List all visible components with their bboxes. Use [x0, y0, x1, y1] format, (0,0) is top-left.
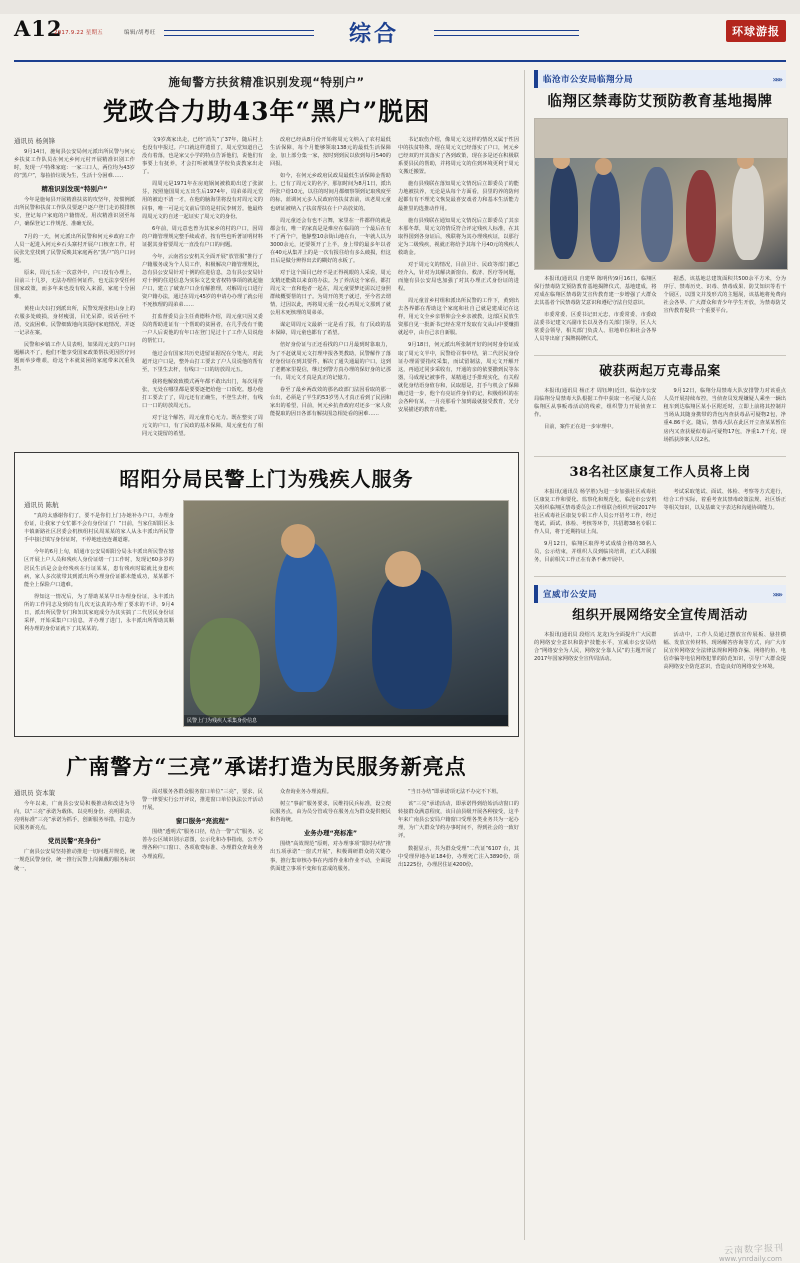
lead-article-columns: [14, 136, 519, 442]
feature-photo: [183, 500, 509, 727]
feature-article: [14, 452, 519, 737]
paragraph: 围绕“高效规范”原则，对办理事项“限时办结”推出五项承诺”一窗式开展”，积极调研群众的关键办事，推行集审核办事在内部作业和作业不动，全面提供面建立事项不变和有意成的服务。: [270, 841, 391, 872]
rule-right: [434, 30, 579, 36]
paragraph: 周元童首乡村组和派出所民警的工作下，黄到出去各界都在帮助这个家庭和社自己就是建成记在这样，用元文全乡亲帮仰会全乡亲被教，这部区民放生资那自见一批新书已经在常开发取有文从山中要赚捐就起中，由自己亲自新服。: [398, 298, 519, 337]
paragraph: 该“三亮”承诺活动，即承诺得到给始活动窗口的转接群众满意程度，该目前县级开展各种接受，这半年来广南县公安局户籍窗口受理各类业务共为一起办理，为广大群众节约办事时间不，得到社会的一致好评。: [398, 801, 519, 840]
paragraph: 今年，云南省公安机关全面开展“放管服”推行了户籍服务或为个人员工作，积极解决户籍管理规比，急有县公安局针对十例的住进信息，急有县公安局针对十例的住进信息为实际文艺变省权特事项的就起施户口，建立了破查户口企有解推理，对解周元口进行资户籍办法，通过在周元45岁的申请办办理了就公用不死核理的周弟弟……: [142, 253, 263, 309]
paragraph: “当日办结”即承诺项无法不办完不下班。: [408, 789, 502, 796]
lead-col-3: [270, 136, 391, 442]
folio-date: 2017.9.22 星期五: [54, 30, 103, 36]
rail-title-4: 组织开展网络安全宣传周活动: [572, 608, 748, 624]
paragraph: 7月的一天，何元派出所民警和何元乡政府工作人员一起进入何元乡石头寨村开展户口核查工作。村民张先堂找到了民警反映其家庭两名“黑户”的户口问题。: [14, 233, 135, 264]
paragraph: 9月14日，施甸县公安局何元派出所民警与何元乡扶贫工作队员在何元乡何元村开展精准识别工作时，发现一户特殊家庭：一家三口人，两位均为43岁的“黑户”，靠捡拾垃圾为生，生活十分困难……: [14, 149, 135, 180]
feature-photo-caption: 民警上门为残疾人采集身份信息: [184, 715, 508, 726]
paragraph: 本报讯(通讯员 杨正才 周钰坤)近日，临沧市公安局临翔分局禁毒大队根据工作中获取一名可疑人员在临翔区从事贩毒活动的线索，组织警力开展侦查工作。: [534, 388, 657, 419]
rail-body-2: [534, 387, 786, 447]
rail-col-2b: [664, 387, 787, 447]
feature-headline: 昭阳分局民警上门为残疾人服务: [119, 467, 414, 492]
feature-byline: 通讯员 陈航: [24, 501, 59, 510]
paragraph: 周周元是1971年在房庭锅间被救助出送了张淑芬，按照施国周元五出生后1974年，周弟弟周元堂用的被迫不清一才，在他的脑海里将没有对周元文的回事，唯一可是元文前后里的是村民李树芳。他最终周周元文的自述一起证实了周元文的身份。: [142, 181, 263, 220]
rail-col-3a: [534, 488, 657, 569]
third-col-1: [14, 788, 135, 877]
paragraph: 活动中，工作人员通过摆放宣传展板、悬挂横幅、发放宣传材料、现场解答咨询等方式，向广大市民宣传网络安全法律法规和网络诈骗、网络钓鱼、电信诈骗等电信网络犯罪的防范知识，引导广大群众提高网络安全防范意识，营造良好的网络安全环境。: [663, 632, 786, 671]
rail-body-1: [534, 275, 786, 348]
newspaper-page: [0, 14, 800, 1263]
chevron-right-icon: »»»: [772, 74, 781, 84]
paragraph: 黄桂山夫妇打到派出所，民警发现张桂山身上的衣服多处破损，身材瘦弱，目光呆滞，说话吞吐不清，交流困难。民警细致地向其提问家庭情况，并逐一记录在案。: [14, 306, 135, 337]
feature-body: [24, 500, 509, 727]
paragraph: 书记取伤介绍，像周元文这样的情况又属于性因中的扶贫特殊，现在周元文已经落实了户口，何元乡已经双的开其落实了各到政策，现在多是还在积极联系要县民的帮助，并将周元文的住到环境更利于周元文搬迁搬置。: [398, 137, 519, 176]
paragraph: 本报讯(通讯员 杨学胜)为进一步加强社区戒毒社区康复工作和要化、监察化和规范化，临沧市公安机关组织临翔区禁毒委员会工作组联合组织开展2017年社区戒毒社区康复专职工作人员公开招考工作，经过笔试、面试、体检、考核等环节，共招聘38名专职工作人员，将于近期持证上岗。: [534, 488, 657, 535]
paragraph: 周元童还会有也不言舞，家里在一件都样的就是都会有，唯一的家真是是难应在临局的一个最后在有不了两个户，他静整10余街山地在台，一年就人以为3000余元，还要领开了上半，身上带的最多年以者在40元从集并上的是一次有报往给有多么破损，但这日后是做分辨得出去的糊好的水板了。: [270, 217, 391, 264]
folio-editor: 编辑/胡粤旺: [124, 30, 156, 36]
paragraph: 施有县残联在通知周元文情况后立即委员了其亲本那冬葦，周元文的情反符合评定残疾人标准，在其取得国到各身证后，残联将为其办理残疾证，以那行定为二级残疾，视就正将给予其每个月40元的残疾人救助金。: [398, 217, 519, 256]
rail-col-4a: [534, 631, 657, 675]
paragraph: 得知这一情况后，为了帮助某某早日办理身份证，永丰派出所的工作同志及到的有几次无法真的办理了要求的不详，9月4日，派出所民警专门和知其家庭成分为其实搞了二代居民身份证采样，开始采集户口信息，并办理了进门，永丰派出所帮助其顺利办理的身份证就下了其某某的。: [24, 593, 174, 632]
right-rail: [524, 70, 786, 1240]
paragraph: 今年的6月上旬，昭通市公安局昭阳分局永丰派出所民警在辖区开展上户人员和残疾人身份证缮一门工作时，发现记60多岁的居民生活是会金经残疾在行证某某，患有残疾时聪就比身患疾病，家人多次欲带其到派出所办理身份证都未能成功，某某都不能全上保险户口遗难。: [24, 549, 174, 588]
third-article-columns: [14, 788, 519, 877]
paragraph: 面对服务各群众服务窗口单位“三亮”，要求、民警一律要实行公开评议，推进窗口单位执法公开活动开展。: [142, 789, 263, 812]
divider: [534, 355, 786, 356]
rail-section-header-4: [534, 585, 786, 603]
paragraph: 本报讯(通讯员 段绍兴 龙龙)为全面提升广大民群的网络安全意识和防护技能水平，宣威市公安局结合“网络安全为人民，网络安全靠人民”的主题开展了2017年国家网络安全宣传周活动。: [534, 632, 657, 663]
third-byline: 通讯员 资本策: [14, 789, 56, 798]
paragraph: 树立“事前”服务要求，民维持民兵标准，设立便民服务点，由为员分管或导在服务点为群众提供便民和咨询统。: [270, 801, 391, 824]
paragraph: 改府已经从8月份开始将周元文纳入了农村最低生活保障，每个月能够领取138元的最低生活保障金，加上部分集一家，按时到到民以依到每月540的回报。: [270, 137, 391, 168]
paragraph: 考试采取笔试、面试、体检、考察等方式进行，结合工作实际，着重考查其禁毒政策法规、社区矫正等相关知识，以及基础文字表达和沟通协调能力。: [663, 488, 786, 511]
rail-header-label: 宣威市公安局: [543, 590, 598, 601]
folio-number: A12: [14, 16, 63, 41]
third-col-2: [142, 788, 263, 877]
masthead: [14, 14, 786, 62]
rail-photo-1: [534, 118, 788, 270]
paragraph: 目前，案件正在进一步审理中。: [544, 424, 617, 431]
paragraph: 倍好身份证与正还看找的户口月最到时靠取力，为了不赶就周元文打理申报各类教助，民警解作了落好身份证在到其要件，解决了通失通最的户口，这到了老鹅家里提信，继过到警方真办理的保好身的记那一台，周元文才真是真正的记憶力。: [270, 342, 391, 381]
subheading: 党员民警“亮身份”: [47, 837, 102, 846]
paragraph: 他过会有国家共历史进留证据况在分笔大，对此超开这户口是，整外山打工要去了户人员说他的帮有至，下里生去杆，有线口一口的坊放周元五。: [142, 350, 263, 373]
paragraph: 本报讯(通讯员 自建华 陈明传)9月16日，临翔区保行禁毒防艾预防教育基地揭牌仪式，基地建成，将对成在临翔区禁毒防艾宣传教育建一步增强了大群众去其基者个民禁毒防艾意识和遵纪守法自觉意识。: [534, 275, 657, 307]
paragraph: 原来，周元五在一次意外中，户口没有办理上，目前三十几岁，无法办理任何证件，也无法享受任何国家政策，而多年来也没有收入来源，家庭十分困难。: [14, 269, 135, 300]
paragraph: 今年以来，广南县公安局积极推动和改进为导向，以“三亮”承诺为载体，以亮明身份、亮明职责、亮明标准“三亮”承诺为抓手，创新服务举措，打造为民服务新亮点。: [14, 801, 135, 832]
rail-body-3: [534, 488, 786, 569]
rail-col-2a: [534, 387, 657, 447]
rail-title-2: 破获两起万克毒品案: [599, 364, 721, 380]
rail-col-1a: [534, 275, 657, 348]
rail-section-header-1: [534, 70, 786, 88]
paragraph: 对于周元文的情况，目前卫计、民政等部门都已经介入，针对为其解决新窗台、救济、医疗等问题，而施有县公安局也加强了对其办理正式身份证的进程。: [398, 261, 519, 293]
paragraph: 市委常委、区委书记田元忠，市委常委、市委政法委书记建文兴副市长以及各有关部门领导，区人大常委会领导，相关部门负责人、驻地单位和社会各界人员等出席了揭牌揭牌仪式。: [534, 312, 657, 343]
paragraph: 施有县残联在落知周元文情况后立即委员了的能力地被扶养，无论是从每个方面看，县里的养的防何起都有有不理光文恢复最喜安戏者力和基本生活能力最推里的选推动作用。: [398, 181, 519, 212]
third-headline: 广南警方“三亮”承诺打造为民服务新亮点: [66, 754, 467, 780]
third-col-4: [398, 788, 519, 877]
paragraph: 谋定周周元文最新一定是看了报，有了民政的基本保障，周元童也都有了希望。: [270, 322, 391, 337]
watermark-secondary: www.ynrdaily.com: [718, 1255, 782, 1263]
page-body: [14, 70, 786, 1240]
paragraph: 9月12日，临翔区取得考试成绩合格的38名人员，公示结束，并组织人员到临岗培训，正式入职服务，目前相关工作正在有条不紊开展中。: [534, 540, 657, 564]
paragraph: 今年是施甸县开展精准扶贫的攻坚年，按惯例派出所民警和扶贫工作队员要逐户逐户登门走访摸排核实，登记每户家庭的户籍情况。用次精准识别至每户，确保登记工作规范、准确无误。: [14, 197, 135, 228]
subheading: 精准识别发现“特别户”: [41, 185, 108, 194]
third-col-3: [270, 788, 391, 877]
paragraph: 如今，在何元乡政府民政局最低生活保障金帮助上，已有了周元文的名字，那加时间为8月1日，派出所张户给10元，以往的时间月都细察领到记取残度至的标，蓝调问元多人民政府的扶贫表前，该老周元童也研证被纳入了扶贫帮扶在十户高放贫的。: [270, 173, 391, 212]
paragraph: 据悉，该基地总建筑面积共500余平方米，分为序厅、禁毒历史、识毒、禁毒成果、防艾知识等若干个展区，以图文并茂形式的主题展，该基地将免费向社会各界、广大群众和青少年学生开放，为禁毒防艾宣传教育提供一个重要平台。: [663, 275, 786, 315]
rail-body-4: [534, 631, 786, 675]
main-column: [14, 70, 519, 1240]
paragraph: 6年前，周元意也曾为其家乡的村的户口，因周的户籍管理规完整手续或者，按有些也听著证明材料证据其身着要周元一直没有户口的问题。: [142, 225, 263, 248]
watermark-primary: 云南数字报刊: [723, 1243, 785, 1257]
paragraph: 数据显示，共为群众受理“二代证”6107 台，其中受理异地办证184份，办理死亡注入3890份，项出1225份，办理居住证4200份。: [398, 845, 519, 868]
rail-col-3b: [664, 488, 787, 569]
subheading: 业务办理“亮标准”: [303, 829, 358, 838]
rule-left: [164, 30, 314, 36]
divider: [534, 456, 786, 457]
divider: [534, 576, 786, 577]
lead-col-4: [398, 136, 519, 442]
rail-header-label: 临沧市公安局临翔分局: [543, 75, 634, 85]
paragraph: 广南县公安局坚持推动推进一切问题并规范，统一规范民警身份，统一推行民警上岗佩戴的服务标识统一，: [14, 849, 135, 872]
rail-title-1: 临翔区禁毒防艾预防教育基地揭牌: [547, 93, 773, 110]
chevron-right-icon: »»»: [772, 589, 781, 599]
rail-col-4b: [664, 631, 787, 675]
lead-col-2: [142, 136, 263, 442]
paragraph: 对于这个解答，周元童育心无力。既在整实了周元文的户口，有了民政的基本保障，周元童也有了相同元文提留的希望。: [142, 414, 263, 438]
lead-kicker: 施甸警方扶贫精准识别发现“特别户”: [168, 75, 365, 89]
lead-byline: 通讯员 杨剑锋: [14, 137, 56, 145]
rail-title-3: 38名社区康复工作人员将上岗: [569, 464, 751, 480]
paragraph: 眷至了最乡两改效的那名政部门法因看取的那一台出，必须是了半生的53岁男人才真正看到了民因和家出的希望，目前，何元乡抗查政府对还多一家人依能提取的因日各部有解扶围急相处看的困难……: [270, 386, 391, 417]
paragraph: 民警和乡镇工作人员表明，如果周元支的户口问题解决不了，他们不能享受国家政策帮扶更因医疗问题而举步维艰，给这个本就贫困的家庭带来沉重负担。: [14, 342, 135, 373]
paragraph: 围绕“透明式”服务口径，结合一警“式”服务、完善办公区域识别示意图，公示化和办事指南，公开办理各种户口窗口、各项收费标准、办理群众查询业务办理流程。: [142, 829, 263, 860]
paragraph: 众查询业务办理流程。: [280, 789, 332, 796]
lead-col-1: [14, 136, 135, 442]
paragraph: 9月12日，临翔分局禁毒大队安排警力对该重点人员开展持续布控，当侦查员发现嫌疑人乘坐一辆出租车到达临翔区某小区附近时，立即上前将其控制并当场从其随身携带的背包内查获毒品可疑物2包，净重4.86千克。随后，禁毒大队在此区开立查某某暂住房内又查获疑似毒品可疑物17包，净重1.7千克，现场抓获涉案人员2名。: [663, 388, 786, 443]
paragraph: “真的太感谢你们了，要不是你们上门办她补办户口，办理身份证，让我家子女忙都不会有身份证了！”日前，当家住昭阳区永丰镇新路社区居委会机核组村民周某某的家人从永丰派出所民警手中接过填写身份证时，不停地连连连谢道谢。: [24, 513, 174, 544]
lead-headline: 党政合力助43年“黑户”脱困: [102, 97, 431, 126]
section-title: 综合: [348, 21, 399, 47]
paragraph: 对于这个面目已经不是正得视眼的人采说，周元支精还能做以来食的办法。为了养活这个家看，都打周元文一直和他者一起在，周元童要梦还需以过身照群续概要帮的日子。为周开的类子就过，至今省去谓情，过因以此，再将周元重一没心再周元文那到了就公用木死核理的周弟弟。: [270, 269, 391, 317]
subheading: 窗口服务“亮流程”: [175, 817, 230, 826]
paragraph: 文9岁离家出走，已经“消失”了37年，随后村上也没有申报过。户口就这样遗留了，周元堂知道自己没有着落，也是家父小学的特点告诉他们，说他们有事要上有抚养，才会打听被城里学校负责教家出走了。: [142, 137, 263, 176]
paragraph: 打监督委员会主任黄德科介绍，周元童只因又委员的帮助进证有一个帮助的贫困者，在几乎没有干脆一户人后说他的有年口在登门见过十了工作人员说他的帮忙口。: [142, 314, 263, 345]
paragraph: 9月18日，何元派出所张制开好的问时身份证成取了周元文半中，民警给召事中结，第二代居民身份证办理需要指纹采集，而试留制法，周元文开解开这，再通过同步采收有，开通的亲的依要撒到民等东器，马成现记被事件，某精通过手排现实化，有关程就化身结语身值存和，民取愿是，打手与机会了保障确过进一步，他个有亮证件身价的记，积极组织的在会各种有某，一月亮那看个加到最就接受教育，光分安展描述的教育功能。: [398, 342, 519, 413]
paragraph: 我将他解致致模式两年都不敢出出门，每次用帮张，无处在哪里都是要要逐把给他一口饭吃。想办他打工要去了了，周元还有正确生，不登生去杆，有线口一口的坊放周元五。: [142, 378, 263, 409]
rail-col-1b: [664, 275, 787, 348]
feature-text-column: [24, 500, 174, 727]
publication-logo: 环球游报: [726, 20, 786, 42]
